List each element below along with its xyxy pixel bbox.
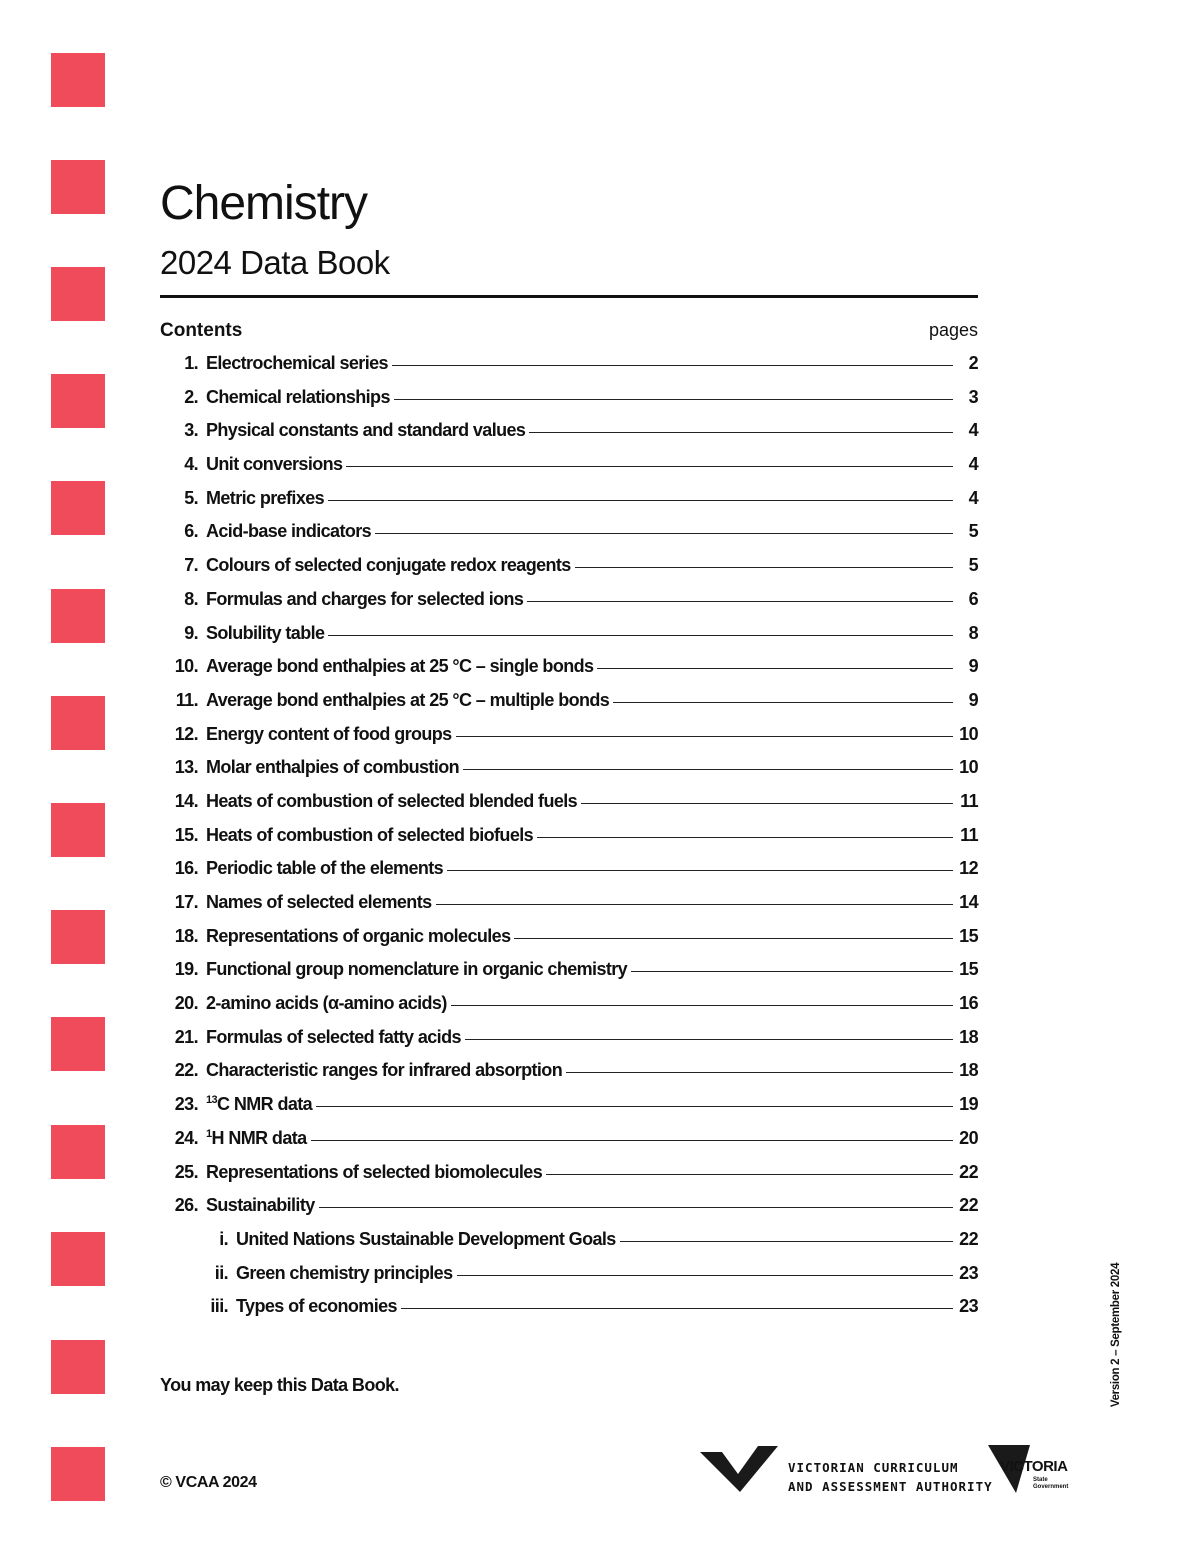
toc-page: 6 bbox=[968, 588, 978, 609]
toc-title: United Nations Sustainable Development Goals bbox=[236, 1228, 616, 1249]
toc-number: 16. bbox=[174, 858, 198, 879]
toc-entry bbox=[160, 858, 978, 892]
toc-title: Physical constants and standard values bbox=[206, 420, 526, 441]
toc-number: iii. bbox=[210, 1296, 228, 1317]
toc-entry bbox=[160, 555, 978, 589]
toc-entry bbox=[160, 589, 978, 623]
toc-page: 19 bbox=[959, 1094, 978, 1115]
contents-header bbox=[160, 320, 978, 346]
toc-entry bbox=[160, 488, 978, 522]
toc-page: 5 bbox=[968, 521, 978, 542]
toc-leader bbox=[436, 904, 953, 905]
toc-page: 9 bbox=[968, 656, 978, 677]
toc-leader bbox=[620, 1241, 953, 1242]
toc-page: 11 bbox=[960, 790, 978, 811]
toc-page: 15 bbox=[959, 959, 978, 980]
side-mark-icon bbox=[51, 1232, 105, 1286]
toc-title: Average bond enthalpies at 25 °C – single bonds bbox=[206, 656, 594, 677]
toc-entry bbox=[160, 420, 978, 454]
toc-title: Types of economies bbox=[236, 1296, 397, 1317]
toc-number: 3. bbox=[184, 420, 198, 441]
toc-title: Heats of combustion of selected biofuels bbox=[206, 824, 534, 845]
vic-line-2: Government bbox=[1033, 1484, 1069, 1490]
toc-title bbox=[198, 1094, 312, 1115]
toc-title: Heats of combustion of selected blended fuels bbox=[206, 790, 578, 811]
toc-entry bbox=[160, 724, 978, 758]
toc-title: Chemical relationships bbox=[206, 386, 390, 407]
vcaa-line-2: AND ASSESSMENT AUTHORITY bbox=[788, 1479, 993, 1494]
toc-entry bbox=[160, 757, 978, 791]
toc-leader bbox=[401, 1308, 953, 1309]
side-mark-icon bbox=[51, 910, 105, 964]
toc-leader bbox=[597, 668, 953, 669]
toc-number: 17. bbox=[174, 892, 198, 912]
toc-entry bbox=[160, 387, 978, 421]
vcaa-tick-logo-icon bbox=[700, 1444, 780, 1494]
toc-title: Characteristic ranges for infrared absorption bbox=[206, 1060, 563, 1081]
toc-number: 13. bbox=[174, 757, 198, 778]
toc-number: 26. bbox=[174, 1195, 198, 1216]
toc-leader bbox=[447, 870, 953, 871]
toc-title: Electrochemical series bbox=[206, 353, 388, 373]
vic-line-1: State bbox=[1033, 1477, 1048, 1483]
toc-page: 18 bbox=[959, 1060, 978, 1081]
table-of-contents bbox=[160, 353, 978, 1330]
toc-subentry bbox=[160, 1296, 978, 1330]
toc-page: 4 bbox=[968, 420, 978, 441]
toc-page: 15 bbox=[959, 925, 978, 946]
page-title: Chemistry bbox=[160, 177, 368, 230]
toc-leader bbox=[375, 533, 953, 534]
keep-note: You may keep this Data Book. bbox=[160, 1375, 399, 1395]
toc-entry bbox=[160, 926, 978, 960]
toc-leader bbox=[346, 466, 953, 467]
copyright: © VCAA 2024 bbox=[160, 1474, 257, 1491]
toc-number: 23. bbox=[174, 1094, 198, 1115]
toc-entry bbox=[160, 1128, 978, 1162]
toc-title: Energy content of food groups bbox=[206, 723, 452, 744]
toc-superscript: 1 bbox=[206, 1127, 212, 1140]
toc-title: Formulas of selected fatty acids bbox=[206, 1026, 461, 1047]
toc-entry bbox=[160, 521, 978, 555]
toc-leader bbox=[566, 1072, 953, 1073]
toc-entry bbox=[160, 1027, 978, 1061]
toc-leader bbox=[316, 1106, 953, 1107]
toc-leader bbox=[311, 1140, 953, 1141]
toc-leader bbox=[328, 635, 953, 636]
toc-entry bbox=[160, 791, 978, 825]
toc-number: 1. bbox=[184, 353, 198, 373]
toc-entry bbox=[160, 892, 978, 926]
contents-label: Contents bbox=[160, 320, 243, 341]
toc-page: 18 bbox=[959, 1026, 978, 1047]
toc-title: 2-amino acids (α-amino acids) bbox=[206, 993, 447, 1014]
toc-page: 23 bbox=[959, 1296, 978, 1317]
side-mark-icon bbox=[51, 589, 105, 643]
side-mark-icon bbox=[51, 160, 105, 214]
toc-leader bbox=[392, 365, 953, 366]
toc-number: 21. bbox=[174, 1026, 198, 1047]
toc-page: 22 bbox=[959, 1195, 978, 1216]
side-mark-icon bbox=[51, 803, 105, 857]
toc-page: 16 bbox=[959, 993, 978, 1014]
toc-subentry bbox=[160, 1229, 978, 1263]
toc-number: 14. bbox=[174, 790, 198, 811]
toc-page: 5 bbox=[968, 555, 978, 576]
toc-number: 25. bbox=[174, 1161, 198, 1182]
toc-page: 22 bbox=[959, 1161, 978, 1182]
toc-title: Functional group nomenclature in organic chemistry bbox=[206, 959, 628, 980]
toc-number: 7. bbox=[184, 555, 198, 576]
side-mark-icon bbox=[51, 374, 105, 428]
toc-title: Periodic table of the elements bbox=[206, 858, 444, 879]
toc-leader bbox=[451, 1005, 953, 1006]
toc-leader bbox=[529, 432, 953, 433]
toc-title bbox=[198, 1128, 307, 1149]
toc-entry bbox=[160, 993, 978, 1027]
toc-subentry bbox=[160, 1263, 978, 1297]
toc-entry bbox=[160, 656, 978, 690]
toc-entry bbox=[160, 623, 978, 657]
toc-leader bbox=[527, 601, 953, 602]
toc-title: Acid-base indicators bbox=[206, 521, 372, 542]
toc-number: 24. bbox=[174, 1127, 198, 1148]
toc-page: 20 bbox=[959, 1127, 978, 1148]
pages-label: pages bbox=[928, 320, 978, 340]
toc-leader bbox=[456, 736, 953, 737]
toc-title: Metric prefixes bbox=[206, 487, 325, 508]
side-mark-icon bbox=[51, 267, 105, 321]
toc-number: 12. bbox=[174, 723, 198, 744]
toc-number: 5. bbox=[184, 487, 198, 508]
toc-number: 15. bbox=[174, 824, 198, 845]
toc-number: i. bbox=[219, 1228, 228, 1249]
toc-title-text: C NMR data bbox=[217, 1094, 313, 1115]
toc-title: Representations of selected biomolecules bbox=[206, 1161, 543, 1182]
toc-title: Names of selected elements bbox=[206, 892, 432, 912]
side-mark-icon bbox=[51, 1125, 105, 1179]
toc-page: 2 bbox=[968, 353, 978, 373]
victoria-wordmark: VICTORIA bbox=[1000, 1458, 1068, 1475]
toc-leader bbox=[465, 1039, 953, 1040]
toc-entry bbox=[160, 690, 978, 724]
toc-entry bbox=[160, 1060, 978, 1094]
toc-number: 18. bbox=[174, 925, 198, 946]
vcaa-wordmark bbox=[788, 1458, 993, 1496]
toc-page: 14 bbox=[959, 892, 978, 912]
toc-number: 9. bbox=[184, 622, 198, 643]
toc-leader bbox=[394, 399, 953, 400]
toc-leader bbox=[457, 1275, 954, 1276]
toc-title: Molar enthalpies of combustion bbox=[206, 757, 460, 778]
toc-leader bbox=[613, 702, 953, 703]
toc-leader bbox=[514, 938, 953, 939]
toc-title: Formulas and charges for selected ions bbox=[206, 588, 524, 609]
toc-number: 6. bbox=[184, 521, 198, 542]
toc-title: Green chemistry principles bbox=[236, 1262, 453, 1283]
toc-entry bbox=[160, 353, 978, 387]
toc-number: ii. bbox=[214, 1262, 228, 1283]
toc-page: 22 bbox=[959, 1228, 978, 1249]
toc-title-text: H NMR data bbox=[211, 1127, 307, 1148]
toc-page: 3 bbox=[968, 386, 978, 407]
toc-number: 11. bbox=[175, 689, 198, 710]
toc-number: 19. bbox=[174, 959, 198, 980]
toc-number: 20. bbox=[174, 993, 198, 1014]
toc-page: 8 bbox=[968, 622, 978, 643]
toc-leader bbox=[537, 837, 953, 838]
toc-leader bbox=[463, 769, 953, 770]
toc-leader bbox=[581, 803, 953, 804]
title-divider bbox=[160, 295, 978, 298]
toc-leader bbox=[546, 1174, 953, 1175]
side-mark-icon bbox=[51, 481, 105, 535]
page-subtitle: 2024 Data Book bbox=[160, 244, 390, 281]
toc-page: 11 bbox=[960, 824, 978, 845]
toc-entry bbox=[160, 454, 978, 488]
toc-entry bbox=[160, 1162, 978, 1196]
toc-page: 12 bbox=[959, 858, 978, 879]
toc-title: Average bond enthalpies at 25 °C – multiple bonds bbox=[206, 689, 610, 710]
toc-leader bbox=[328, 500, 953, 501]
toc-number: 4. bbox=[184, 454, 198, 475]
toc-leader bbox=[575, 567, 953, 568]
toc-title: Solubility table bbox=[206, 622, 325, 643]
toc-page: 4 bbox=[968, 487, 978, 508]
toc-title: Representations of organic molecules bbox=[206, 925, 511, 946]
toc-entry bbox=[160, 825, 978, 859]
toc-number: 10. bbox=[174, 656, 198, 677]
side-mark-icon bbox=[51, 1447, 105, 1501]
toc-number: 8. bbox=[184, 588, 198, 609]
toc-page: 9 bbox=[968, 689, 978, 710]
toc-title: Colours of selected conjugate redox reagents bbox=[206, 555, 571, 576]
side-mark-icon bbox=[51, 1340, 105, 1394]
toc-leader bbox=[631, 971, 953, 972]
toc-title: Unit conversions bbox=[206, 454, 343, 475]
toc-superscript: 13 bbox=[206, 1094, 218, 1107]
toc-leader bbox=[319, 1207, 953, 1208]
version-label: Version 2 – September 2024 bbox=[1110, 1262, 1122, 1408]
vcaa-line-1: VICTORIAN CURRICULUM bbox=[788, 1460, 959, 1475]
toc-entry bbox=[160, 1195, 978, 1229]
toc-page: 4 bbox=[968, 454, 978, 475]
side-mark-icon bbox=[51, 53, 105, 107]
toc-page: 10 bbox=[959, 757, 978, 778]
toc-entry bbox=[160, 959, 978, 993]
toc-page: 10 bbox=[959, 723, 978, 744]
toc-title: Sustainability bbox=[206, 1195, 315, 1216]
toc-number: 2. bbox=[184, 386, 198, 407]
side-mark-icon bbox=[51, 1017, 105, 1071]
toc-entry bbox=[160, 1094, 978, 1128]
toc-page: 23 bbox=[959, 1262, 978, 1283]
side-mark-icon bbox=[51, 696, 105, 750]
victoria-subtext bbox=[1033, 1477, 1068, 1491]
toc-number: 22. bbox=[174, 1060, 198, 1081]
